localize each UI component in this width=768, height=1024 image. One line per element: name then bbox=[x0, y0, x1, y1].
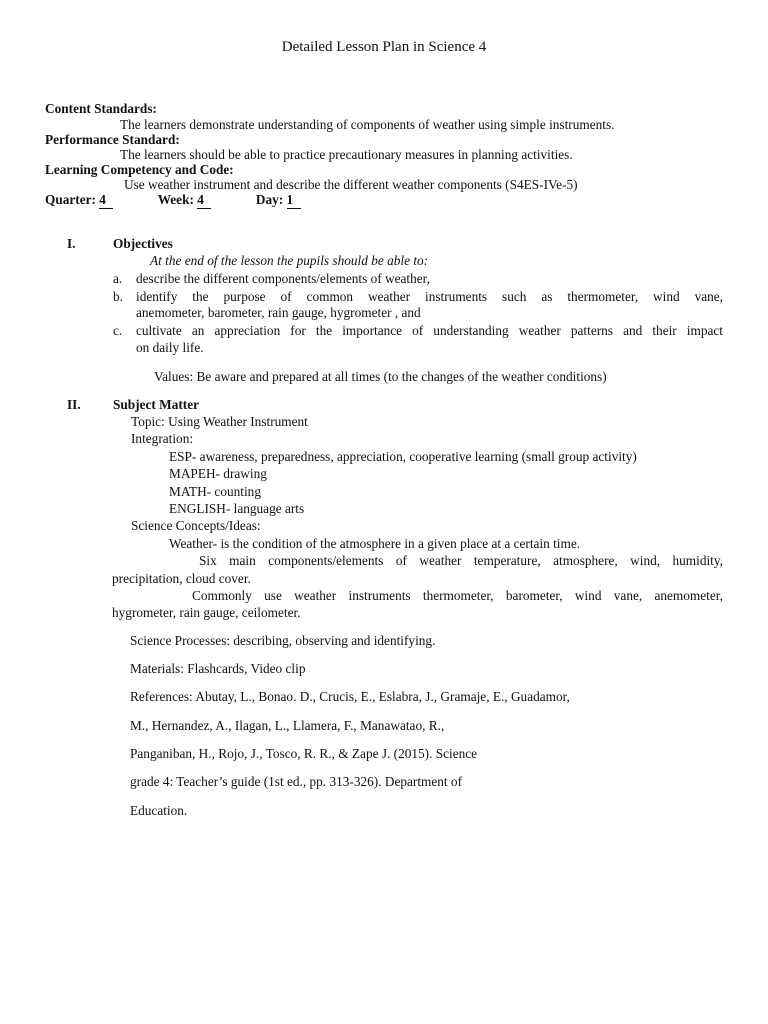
competency-text: Use weather instrument and describe the different weather components (S4ES-IVe-5) bbox=[124, 177, 578, 192]
references-line-2: M., Hernandez, A., Ilagan, L., Llamera, F., Manawatao, R., bbox=[130, 718, 445, 733]
objective-marker-b: b. bbox=[113, 289, 123, 304]
section-numeral-objectives: I. bbox=[67, 236, 76, 251]
topic-text: Topic: Using Weather Instrument bbox=[131, 414, 308, 429]
objective-c-line2: on daily life. bbox=[136, 340, 204, 355]
quarter-label: Quarter: bbox=[45, 192, 96, 207]
page-title: Detailed Lesson Plan in Science 4 bbox=[281, 39, 487, 55]
performance-standard-label: Performance Standard: bbox=[45, 132, 180, 147]
section-numeral-subject: II. bbox=[67, 397, 81, 412]
integration-item-english: ENGLISH- language arts bbox=[169, 501, 305, 516]
quarter-value: 4 bbox=[99, 192, 113, 209]
concept-components-line1: Six main components/elements of weather temperature, atmosphere, wind, humidity, bbox=[199, 553, 723, 568]
schedule-line bbox=[45, 192, 301, 209]
competency-label: Learning Competency and Code: bbox=[45, 162, 234, 177]
integration-label: Integration: bbox=[131, 431, 194, 446]
week-label: Week: bbox=[157, 192, 194, 207]
concept-components-line2: precipitation, cloud cover. bbox=[112, 571, 251, 586]
day-label: Day: bbox=[255, 192, 284, 207]
concept-instruments-line1: Commonly use weather instruments thermometer, barometer, wind vane, anemometer, bbox=[192, 588, 723, 603]
concept-instruments-line2: hygrometer, rain gauge, ceilometer. bbox=[112, 605, 301, 620]
values-text: Values: Be aware and prepared at all times (to the changes of the weather conditions) bbox=[154, 369, 607, 384]
objective-b-line1: identify the purpose of common weather instruments such as thermometer, wind vane, bbox=[136, 289, 723, 304]
content-standards-text: The learners demonstrate understanding of components of weather using simple instruments. bbox=[120, 117, 615, 132]
day-value: 1 bbox=[287, 192, 301, 209]
objectives-intro: At the end of the lesson the pupils should be able to: bbox=[150, 253, 429, 268]
references-line-4: grade 4: Teacher’s guide (1st ed., pp. 313-326). Department of bbox=[130, 774, 463, 789]
performance-standard-text: The learners should be able to practice precautionary measures in planning activities. bbox=[120, 147, 573, 162]
integration-item-mapeh: MAPEH- drawing bbox=[169, 466, 267, 481]
objective-a-text: describe the different components/elements of weather, bbox=[136, 271, 430, 286]
objectives-heading: Objectives bbox=[113, 236, 173, 251]
references-line-1: References: Abutay, L., Bonao. D., Crucis, E., Eslabra, J., Gramaje, E., Guadamor, bbox=[130, 689, 570, 704]
references-line-3: Panganiban, H., Rojo, J., Tosco, R. R., & Zape J. (2015). Science bbox=[130, 746, 478, 761]
objective-marker-c: c. bbox=[113, 323, 123, 338]
subject-matter-heading: Subject Matter bbox=[113, 397, 200, 412]
objective-marker-a: a. bbox=[113, 271, 123, 286]
objective-b-line2: anemometer, barometer, rain gauge, hygrometer , and bbox=[136, 305, 421, 320]
science-processes-text: Science Processes: describing, observing and identifying. bbox=[130, 633, 436, 648]
materials-text: Materials: Flashcards, Video clip bbox=[130, 661, 306, 676]
science-concepts-label: Science Concepts/Ideas: bbox=[131, 518, 261, 533]
references-line-5: Education. bbox=[130, 803, 188, 818]
integration-item-math: MATH- counting bbox=[169, 484, 261, 499]
content-standards-label: Content Standards: bbox=[45, 101, 157, 116]
week-value: 4 bbox=[197, 192, 211, 209]
concept-weather: Weather- is the condition of the atmosphere in a given place at a certain time. bbox=[169, 536, 581, 551]
integration-item-esp: ESP- awareness, preparedness, appreciation, cooperative learning (small group activity) bbox=[169, 449, 637, 464]
objective-c-line1: cultivate an appreciation for the importance of understanding weather patterns and their impact bbox=[136, 323, 723, 338]
